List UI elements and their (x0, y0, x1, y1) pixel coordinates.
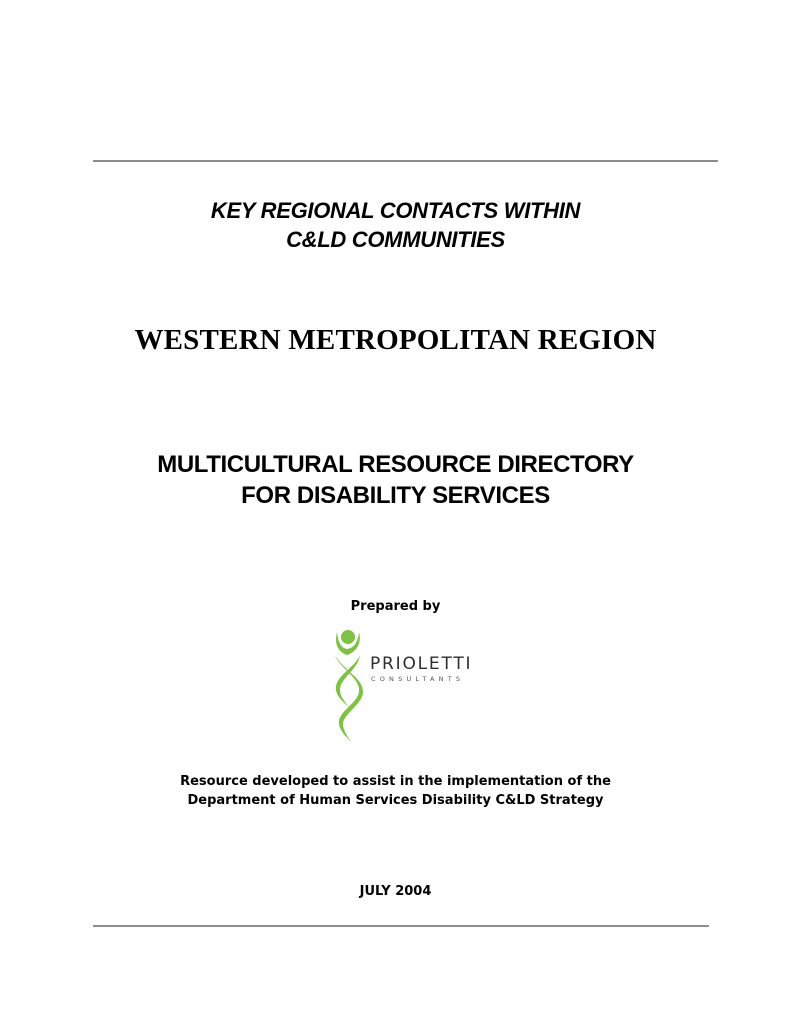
green-figure-helix-icon (328, 628, 368, 744)
directory-line-2: FOR DISABILITY SERVICES (241, 482, 550, 509)
kicker-line-2: C&LD COMMUNITIES (286, 227, 505, 252)
logo-wordmark: PRIOLETTI (370, 654, 473, 674)
kicker-heading (0, 196, 791, 254)
kicker-line-1: KEY REGIONAL CONTACTS WITHIN (210, 198, 581, 223)
logo-subtitle: CONSULTANTS (371, 675, 465, 683)
bottom-divider (93, 925, 709, 927)
prioletti-logo (328, 628, 478, 744)
directory-line-1: MULTICULTURAL RESOURCE DIRECTORY (157, 451, 634, 478)
directory-title (0, 449, 791, 511)
prepared-by-label: Prepared by (350, 599, 441, 614)
purpose-line-2: Department of Human Services Disability C&LD Strategy (187, 793, 604, 808)
region-title: WESTERN METROPOLITAN REGION (134, 324, 657, 356)
publication-date: JULY 2004 (359, 884, 432, 899)
purpose-statement (0, 772, 791, 810)
top-divider (93, 160, 718, 162)
purpose-line-1: Resource developed to assist in the implementation of the (180, 774, 611, 789)
